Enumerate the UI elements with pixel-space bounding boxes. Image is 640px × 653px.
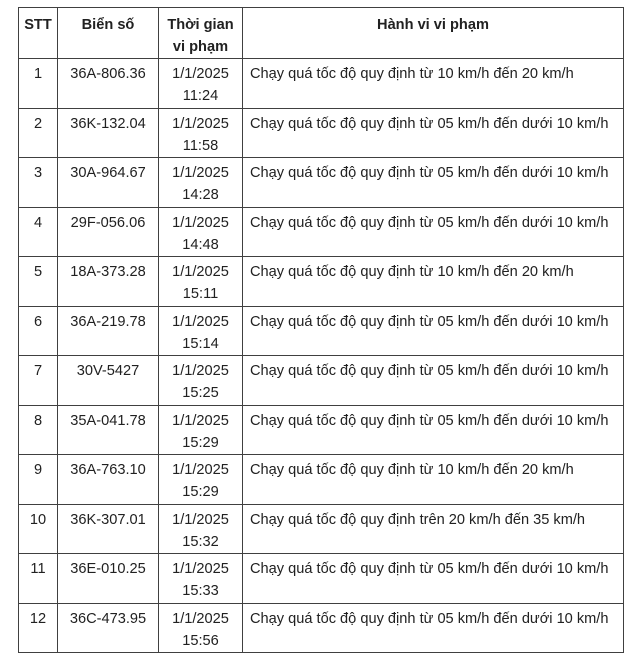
table-row <box>19 455 624 505</box>
cell-violation-datetime <box>159 108 243 158</box>
cell-violation-behavior: Chạy quá tốc độ quy định trên 20 km/h đến 35 km/h <box>243 504 624 554</box>
cell-plate: 30V-5427 <box>58 356 159 406</box>
cell-stt: 3 <box>19 158 58 208</box>
cell-violation-datetime <box>159 257 243 307</box>
violation-time: 15:11 <box>182 286 219 302</box>
violation-time: 15:56 <box>182 632 219 649</box>
violation-time: 15:32 <box>182 533 219 550</box>
cell-plate: 30A-964.67 <box>58 158 159 208</box>
cell-plate: 36C-473.95 <box>58 603 159 653</box>
violation-time: 15:14 <box>182 335 219 352</box>
cell-violation-datetime <box>159 306 243 356</box>
cell-violation-behavior: Chạy quá tốc độ quy định từ 05 km/h đến dưới 10 km/h <box>243 405 624 455</box>
violation-date: 1/1/2025 <box>172 363 229 379</box>
violation-date: 1/1/2025 <box>172 610 229 627</box>
violation-time: 15:29 <box>182 434 219 451</box>
cell-stt: 2 <box>19 108 58 158</box>
table-row <box>19 554 624 604</box>
table-row <box>19 59 624 109</box>
cell-violation-behavior: Chạy quá tốc độ quy định từ 05 km/h đến dưới 10 km/h <box>243 603 624 653</box>
cell-violation-behavior: Chạy quá tốc độ quy định từ 05 km/h đến dưới 10 km/h <box>243 356 624 406</box>
cell-stt: 11 <box>19 554 58 604</box>
table-row <box>19 108 624 158</box>
cell-plate: 36K-132.04 <box>58 108 159 158</box>
cell-plate: 36K-307.01 <box>58 504 159 554</box>
table-body <box>19 59 624 653</box>
header-row <box>19 8 624 59</box>
violation-date: 1/1/2025 <box>172 165 229 181</box>
header-stt: STT <box>19 8 58 59</box>
violation-date: 1/1/2025 <box>172 412 229 429</box>
violation-time: 14:48 <box>182 236 219 253</box>
table-row <box>19 257 624 307</box>
cell-stt: 4 <box>19 207 58 257</box>
cell-stt: 1 <box>19 59 58 109</box>
violation-date: 1/1/2025 <box>172 462 229 478</box>
cell-plate: 36E-010.25 <box>58 554 159 604</box>
cell-stt: 5 <box>19 257 58 307</box>
cell-violation-behavior: Chạy quá tốc độ quy định từ 10 km/h đến 20 km/h <box>243 257 624 307</box>
cell-stt: 6 <box>19 306 58 356</box>
cell-plate: 18A-373.28 <box>58 257 159 307</box>
cell-violation-behavior: Chạy quá tốc độ quy định từ 05 km/h đến dưới 10 km/h <box>243 306 624 356</box>
cell-violation-behavior: Chạy quá tốc độ quy định từ 05 km/h đến dưới 10 km/h <box>243 554 624 604</box>
cell-violation-datetime <box>159 158 243 208</box>
violation-time: 15:29 <box>182 484 219 500</box>
header-violation-behavior: Hành vi vi phạm <box>243 8 624 59</box>
table-row <box>19 158 624 208</box>
cell-plate: 29F-056.06 <box>58 207 159 257</box>
cell-plate: 35A-041.78 <box>58 405 159 455</box>
violation-date: 1/1/2025 <box>172 313 229 330</box>
violations-table-container <box>18 7 623 653</box>
violation-date: 1/1/2025 <box>172 66 229 82</box>
cell-violation-behavior: Chạy quá tốc độ quy định từ 10 km/h đến 20 km/h <box>243 455 624 505</box>
violation-date: 1/1/2025 <box>172 214 229 231</box>
header-violation-time: Thời gian vi phạm <box>159 8 243 59</box>
table-row <box>19 306 624 356</box>
violation-time: 11:58 <box>182 137 219 154</box>
violation-time: 11:24 <box>182 88 219 104</box>
violation-time: 15:25 <box>182 385 219 401</box>
violation-date: 1/1/2025 <box>172 264 229 280</box>
cell-stt: 12 <box>19 603 58 653</box>
table-row <box>19 603 624 653</box>
cell-violation-datetime <box>159 207 243 257</box>
cell-violation-datetime <box>159 455 243 505</box>
cell-violation-behavior: Chạy quá tốc độ quy định từ 05 km/h đến dưới 10 km/h <box>243 158 624 208</box>
cell-violation-behavior: Chạy quá tốc độ quy định từ 05 km/h đến dưới 10 km/h <box>243 108 624 158</box>
cell-stt: 9 <box>19 455 58 505</box>
cell-plate: 36A-219.78 <box>58 306 159 356</box>
cell-plate: 36A-806.36 <box>58 59 159 109</box>
cell-violation-behavior: Chạy quá tốc độ quy định từ 10 km/h đến 20 km/h <box>243 59 624 109</box>
table-row <box>19 504 624 554</box>
table-row <box>19 207 624 257</box>
cell-violation-behavior: Chạy quá tốc độ quy định từ 05 km/h đến dưới 10 km/h <box>243 207 624 257</box>
violation-date: 1/1/2025 <box>172 561 229 577</box>
cell-violation-datetime <box>159 405 243 455</box>
cell-plate: 36A-763.10 <box>58 455 159 505</box>
violations-table <box>18 7 624 653</box>
cell-violation-datetime <box>159 554 243 604</box>
violation-date: 1/1/2025 <box>172 511 229 528</box>
table-row <box>19 356 624 406</box>
cell-violation-datetime <box>159 356 243 406</box>
cell-violation-datetime <box>159 603 243 653</box>
table-row <box>19 405 624 455</box>
cell-stt: 10 <box>19 504 58 554</box>
cell-violation-datetime <box>159 59 243 109</box>
cell-violation-datetime <box>159 504 243 554</box>
cell-stt: 8 <box>19 405 58 455</box>
violation-date: 1/1/2025 <box>172 115 229 132</box>
cell-stt: 7 <box>19 356 58 406</box>
violation-time: 15:33 <box>182 583 219 599</box>
violation-time: 14:28 <box>182 187 219 203</box>
header-plate: Biển số <box>58 8 159 59</box>
